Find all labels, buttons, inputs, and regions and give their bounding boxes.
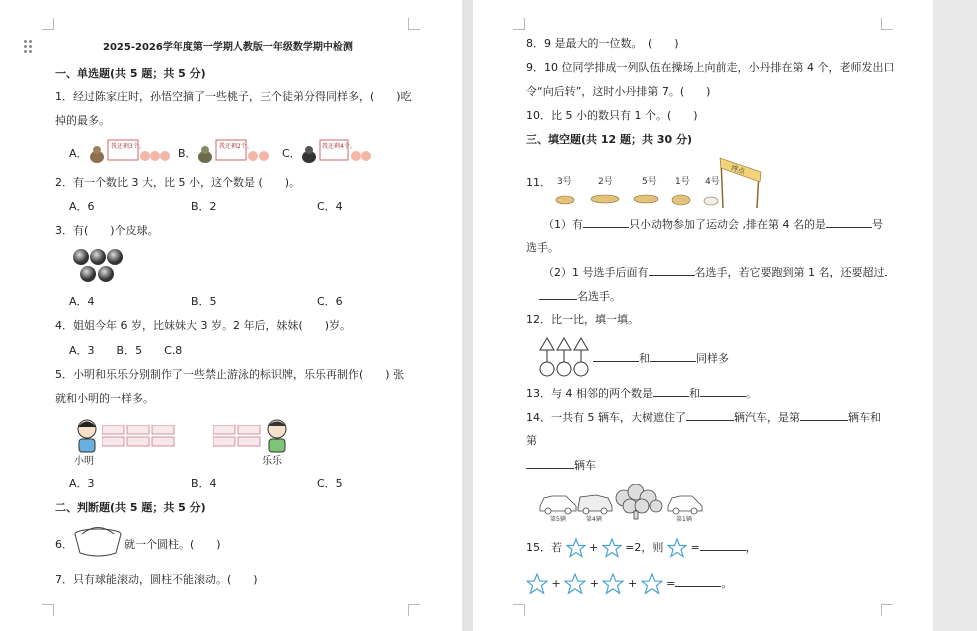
name-label: 小明 [74,456,94,467]
star-icon [526,573,548,595]
car-label: 第4辆 [586,516,602,523]
page-title: 2025-2026学年度第一学期人教版一年级数学期中检测 [103,42,353,53]
option-a: A．6 [69,200,95,213]
question-text: 7．只有球能滚动，圆柱不能滚动。( ) [55,573,258,586]
sign-text: 我还剩3个。 [111,143,145,150]
racer-label: 5号 [642,177,657,187]
option-c: C．5 [317,477,343,490]
question-text: 就和小明的一样多。 [55,392,154,405]
sign-text: 我还剩4个。 [322,143,356,150]
racer-label: 4号 [705,177,720,187]
question-text: （2）1 号选手后面有 名选手，若它要跑到第 1 名，还要超过 [543,266,885,279]
racer-label: 2号 [598,177,613,187]
question-text: 9．10 位同学排成一列队伍在操场上向前走，小丹排在第 4 个，老师发出口 [526,61,895,74]
question-text: 选手。 [526,241,559,254]
name-label: 乐乐 [262,456,282,467]
option-a: A．3 [69,477,95,490]
no-swimming-signs [102,425,176,449]
question-text: 第 [526,434,537,447]
option-label: B． [178,147,197,160]
question-text: 和 同样多 [593,351,729,366]
question-text: 辆车 [526,458,596,473]
question-text: 掉的最多。 [55,114,110,127]
sign-text: 我还剩2个。 [219,143,253,150]
monkey-sign-illustration [88,139,170,165]
option-b: B．4 [191,477,217,490]
car-label: 第5辆 [550,516,566,523]
option-b: B．5 [191,295,217,308]
crop-mark [881,604,893,616]
question-text: 14．一共有 5 辆车，大树遮住了 辆汽车，是第 辆车和 [526,411,881,424]
bucket-cylinder-illustration [72,527,126,557]
star-icon [641,573,663,595]
animal-race-illustration [553,154,765,210]
star-icon [566,538,586,558]
question-text: 10．比 5 小的数只有 1 个。( ) [526,109,698,122]
crop-mark [42,604,54,616]
star-icon [602,573,624,595]
triangles-circles-illustration [538,336,594,378]
question-text: 3．有( )个皮球。 [55,224,159,237]
monkey-sign-illustration [196,139,272,165]
car-label: 第1辆 [676,516,692,523]
star-icon [667,538,687,558]
question-text: 名选手。 [539,289,621,304]
boy-xiaoming-icon [72,418,102,454]
section-heading: 三、填空题(共 12 题；共 30 分) [526,133,692,146]
question-text: 12．比一比，填一填。 [526,313,639,326]
crop-mark [42,18,54,30]
question-text: 2．有一个数比 3 大，比 5 小，这个数是 ( )。 [55,176,301,189]
document-page-left [0,0,462,631]
balls-illustration [70,247,132,285]
cars-tree-illustration [538,484,708,524]
crop-mark [408,18,420,30]
question-options: A．3 B．5 C.8 [69,344,183,357]
question-text: 1．经过陈家庄时，孙悟空摘了一些桃子，三个徒弟分得同样多，( )吃 [55,90,412,103]
option-c: C．6 [317,295,343,308]
document-page-right [473,0,933,631]
racer-label: 3号 [557,177,572,187]
option-label: A． [69,147,88,160]
question-text: 4．姐姐今年 6 岁，比妹妹大 3 岁。2 年后，妹妹( )岁。 [55,319,352,332]
option-c: C．4 [317,200,343,213]
page-gap [462,0,473,631]
question-text: 6． [55,538,73,551]
question-text: 15．若 + =2，则 = ， [526,538,757,558]
section-heading: 一、单选题(共 5 题；共 5 分) [55,67,206,80]
document-gutter [933,0,977,631]
option-label: C． [282,147,301,160]
question-text: 13．与 4 相邻的两个数是 和 。 [526,387,757,400]
question-text: 11． [526,176,551,189]
star-icon [602,538,622,558]
boy-lele-icon [262,418,292,454]
pig-sign-illustration [300,139,376,165]
option-a: A．4 [69,295,95,308]
question-text: 8．9 是最大的一位数。 ( ) [526,37,679,50]
crop-mark [408,604,420,616]
drag-handle-icon[interactable] [24,40,34,54]
crop-mark [513,18,525,30]
question-text: 就一个圆柱。( ) [124,538,221,551]
question-text: 令“向后转”，这时小丹排第 7。( ) [526,85,711,98]
question-text: 5．小明和乐乐分别制作了一些禁止游泳的标识牌，乐乐再制作( ) 张 [55,368,405,381]
racer-label: 1号 [675,177,690,187]
option-b: B．2 [191,200,217,213]
no-swimming-signs [213,425,263,449]
question-text: （1）有 只小动物参加了运动会 ,排在第 4 名的是 号 [543,218,883,231]
finish-line-label: 终点 [730,164,746,176]
star-icon [564,573,586,595]
crop-mark [513,604,525,616]
question-text: + + + = 。 [526,573,732,595]
crop-mark [881,18,893,30]
section-heading: 二、判断题(共 5 题；共 5 分) [55,501,206,514]
